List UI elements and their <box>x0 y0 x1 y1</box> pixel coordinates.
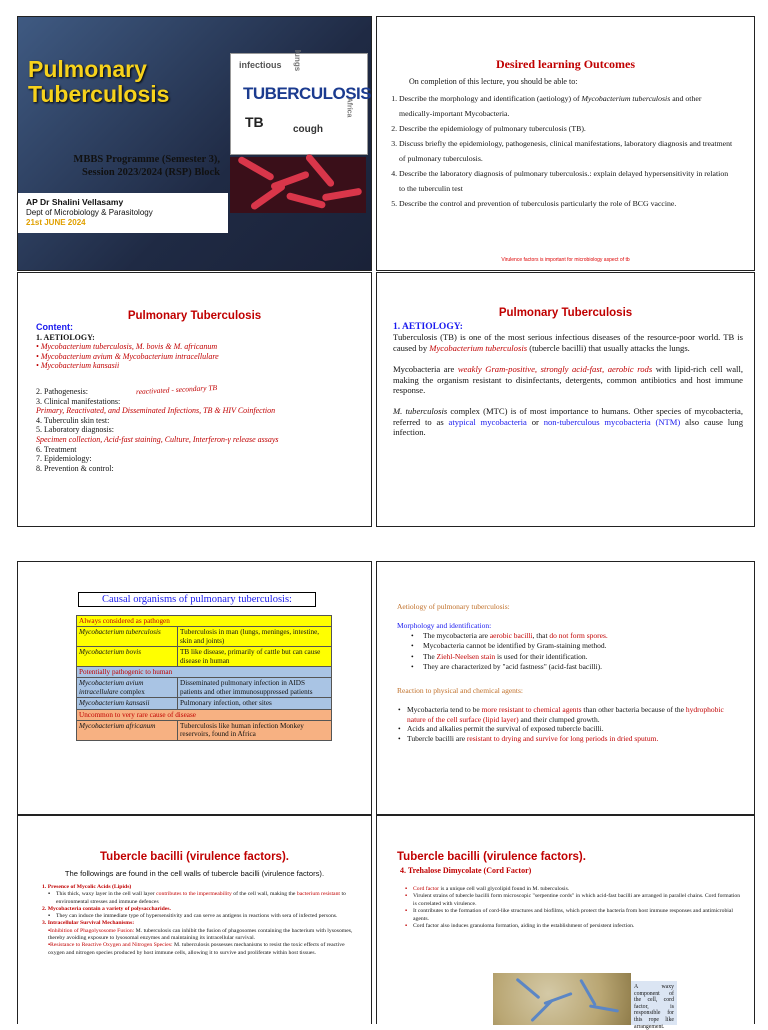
author-box <box>18 193 228 233</box>
table-row: Mycobacterium kansasii Pulmonary infection, other sites <box>77 698 332 709</box>
list-item: • The mycobacteria are aerobic bacilli, that do not form spores. <box>423 631 743 641</box>
list-item: ▪ They can induce the immediate type of hypersensitivity and can serve as antigens in reactions with sera of infected persons. <box>42 913 360 920</box>
section-title: 4. Trehalose Dimycolate (Cord Factor) <box>400 866 532 875</box>
image-caption: A waxy component of the cell, cord factor, is responsible for this rope like arrangement. <box>631 981 677 1025</box>
slide-heading: Pulmonary Tuberculosis <box>498 307 633 319</box>
slide-heading: Desired learning Outcomes <box>495 57 636 71</box>
paragraph: M. tuberculosis complex (MTC) is of most importance to humans. Other species of mycobacteria, referred to as atypical mycobacteria or non-tuberculous mycobacteria (NTM) also cause lung infection. <box>393 406 744 438</box>
slide-content-overview <box>17 272 372 527</box>
slide-heading: Pulmonary Tuberculosis <box>127 310 262 322</box>
wordcloud-word: Africa <box>345 97 353 118</box>
cord-factor-micrograph-image <box>493 973 631 1025</box>
section-title: 1. AETIOLOGY: <box>393 322 463 332</box>
slide-lead: The followings are found in the cell walls of tubercle bacilli (virulence factors). <box>64 869 325 878</box>
list-item: ▪ This thick, waxy layer in the cell wall layer contributes to the impermeability of the cell wall, making the bacterium resistant to environmental stresses and immune defences <box>42 891 360 906</box>
list-item: 2. Mycobacteria contain a variety of polysaccharides. <box>42 905 171 912</box>
tuberculosis-word-cloud-image <box>230 49 372 155</box>
section-title: Reaction to physical and chemical agents: <box>397 686 523 695</box>
paragraph: Tuberculosis (TB) is one of the most serious infectious diseases of the resource-poor world. TB is caused by Mycobacterium tuberculosis (tubercle bacilli) that usually attacks the lungs. <box>393 332 743 353</box>
list-item: • Mycobacterium tuberculosis, M. bovis & M. africanum <box>36 342 218 352</box>
table-row: Mycobacterium avium intracellulare complex Disseminated pulmonary infection in AIDS patients and other immunosuppressed patients <box>77 678 332 698</box>
slide-title <box>17 16 372 271</box>
list-item: • Mycobacterium avium & Mycobacterium intracellulare <box>36 351 219 361</box>
list-item: 6. Treatment <box>36 444 77 454</box>
list-item: 1. Describe the morphology and identification (aetiology) of Mycobacterium tuberculosis and other medically-important Mycobacteria. <box>399 91 734 121</box>
content-list <box>36 323 366 473</box>
wordcloud-main-word: TUBERCULOSIS <box>243 84 372 103</box>
programme-info: MBBS Programme (Semester 3), Session 2023/2024 (RSP) Block <box>73 154 220 178</box>
lecture-date: 21st JUNE 2024 <box>26 218 86 227</box>
list-item: ▪ Inhibition of Phagolysosome Fusion: M. tuberculosis can inhibit the fusion of phagosomes containing the bacterium with lysosomes, thereby avoiding exposure to lysosomal enzymes and maintaining its intracellular survival. <box>42 928 360 943</box>
section-title: Morphology and identification: <box>397 621 492 630</box>
list-item: 3. Intracellular Survival Mechanisms: <box>42 920 135 927</box>
list-item: 4. Describe the laboratory diagnosis of pulmonary tuberculosis.: explain delayed hypersensitivity in relation to the tuberculin test <box>399 166 734 196</box>
list-item: • The Ziehl-Neelsen stain is used for their identification. <box>423 652 743 662</box>
presentation-title: Pulmonary Tuberculosis <box>28 56 170 107</box>
list-item: 7. Epidemiology: <box>36 454 92 464</box>
table-row: Mycobacterium tuberculosis Tuberculosis in man (lungs, meninges, intestine, skin and joints) <box>77 627 332 647</box>
list-item: 5. Describe the control and prevention of tuberculosis particularly the role of BCG vaccine. <box>399 196 734 211</box>
table-row: Uncommon to very rare cause of disease <box>77 709 332 720</box>
author-name: AP Dr Shalini Vellasamy <box>26 197 124 207</box>
list-item: ▪ Resistance to Reactive Oxygen and Nitrogen Species: M. tuberculosis possesses mechanisms to resist the toxic effects of reactive oxygen and nitrogen species produced by host immune cells, allowing it to survive and proliferate within host tissues. <box>42 942 360 957</box>
annotation-note: Virulence factors is important for microbiology aspect of tb <box>501 257 630 263</box>
table-row: Mycobacterium africanum Tuberculosis like human infection Monkey reservoirs, found in Africa <box>77 721 332 741</box>
list-item: • Mycobacteria tend to be more resistant to chemical agents than other bacteria because of the hydrophobic nature of the cell surface (lipid layer) and their clumped growth. <box>407 705 742 724</box>
morphology-list <box>423 631 743 673</box>
aetiology-body <box>393 322 743 449</box>
wordcloud-word: TB <box>245 114 264 130</box>
wordcloud-word: cough <box>293 124 323 135</box>
list-item: 2. Describe the epidemiology of pulmonary tuberculosis (TB). <box>399 121 734 136</box>
list-item: ▪ It contributes to the formation of cord-like structures and biofilms, which protect the bacteria from host immune responses and antimicrobial agents. <box>413 908 743 923</box>
list-item-detail: Specimen collection, Acid-fast staining, Culture, Interferon-γ release assays <box>36 434 279 444</box>
table-row: Potentially pathogenic to human <box>77 667 332 678</box>
slide-heading: Tubercle bacilli (virulence factors). <box>397 851 586 863</box>
virulence-list <box>42 884 360 957</box>
slide-heading: Causal organisms of pulmonary tuberculosis: <box>78 592 316 607</box>
slide-virulence-factors <box>17 815 372 1024</box>
slide-causal-organisms <box>17 561 372 815</box>
paragraph: Mycobacteria are weakly Gram-positive, strongly acid-fast, aerobic rods with lipid-rich cell wall, making the organism resistant to disinfectants, detergents, common antibiotics and host immune response. <box>393 364 743 396</box>
outcomes-list <box>385 91 734 211</box>
bacteria-micrograph-image <box>230 157 366 213</box>
handwritten-annotation: reactivated - secondary TB <box>135 382 218 397</box>
wordcloud-word: lungs <box>293 49 303 72</box>
list-item: 3. Clinical manifestations: <box>36 396 121 406</box>
list-item: 3. Discuss briefly the epidemiology, pathogenesis, clinical manifestations, laboratory diagnosis and treatment of pulmonary tuberculosis. <box>399 136 734 166</box>
slide-cord-factor <box>376 815 755 1030</box>
list-item: 1. Presence of Mycolic Acids (Lipids) <box>42 884 132 890</box>
slide-learning-outcomes <box>376 16 755 271</box>
organisms-table <box>76 615 332 741</box>
list-item: 4. Tuberculin skin test: <box>36 415 110 425</box>
outcomes-intro: On completion of this lecture, you should be able to: <box>409 77 578 86</box>
list-item: 1. AETIOLOGY: <box>36 332 95 342</box>
slide-morphology <box>376 561 755 815</box>
list-item: ▪ Cord factor also induces granuloma formation, aiding in the establishment of persistent infection. <box>413 923 743 930</box>
list-item: • Mycobacterium kansasii <box>36 361 120 371</box>
list-item: 5. Laboratory diagnosis: <box>36 425 114 435</box>
list-item: 8. Prevention & control: <box>36 463 114 473</box>
list-item: 2. Pathogenesis: <box>36 386 88 396</box>
list-item-detail: Primary, Reactivated, and Disseminated Infections, TB & HIV Coinfection <box>36 406 276 416</box>
list-item: • They are characterized by "acid fastness" (acid-fast bacilli). <box>423 662 743 672</box>
list-item: ▪ Cord factor is a unique cell wall glycolipid found in M. tuberculosis. <box>413 886 743 893</box>
slide-heading: Tubercle bacilli (virulence factors). <box>100 851 289 863</box>
department: Dept of Microbiology & Parasitology <box>26 208 153 217</box>
list-item: • Mycobacteria cannot be identified by Gram-staining method. <box>423 641 743 651</box>
reaction-list <box>407 705 742 743</box>
table-row: Always considered as pathogen <box>77 616 332 627</box>
list-item: • Acids and alkalies permit the survival of exposed tubercle bacilli. <box>407 724 742 734</box>
cord-factor-list <box>405 886 743 930</box>
list-item: ▪ Virulent strains of tubercle bacilli form microscopic "serpentine cords" in which acid-fast bacilli are arranged in parallel chains. Cord formation is correlated with virulence. <box>413 893 743 908</box>
content-title: Content: <box>36 322 73 332</box>
list-item: • Tubercle bacilli are resistant to drying and survive for long periods in dried sputum. <box>407 734 742 744</box>
wordcloud-word: infectious <box>239 60 282 70</box>
table-row: Mycobacterium bovis TB like disease, primarily of cattle but can cause disease in human <box>77 647 332 667</box>
slide-aetiology <box>376 272 755 527</box>
slide-heading: Aetiology of pulmonary tuberculosis: <box>397 602 510 611</box>
